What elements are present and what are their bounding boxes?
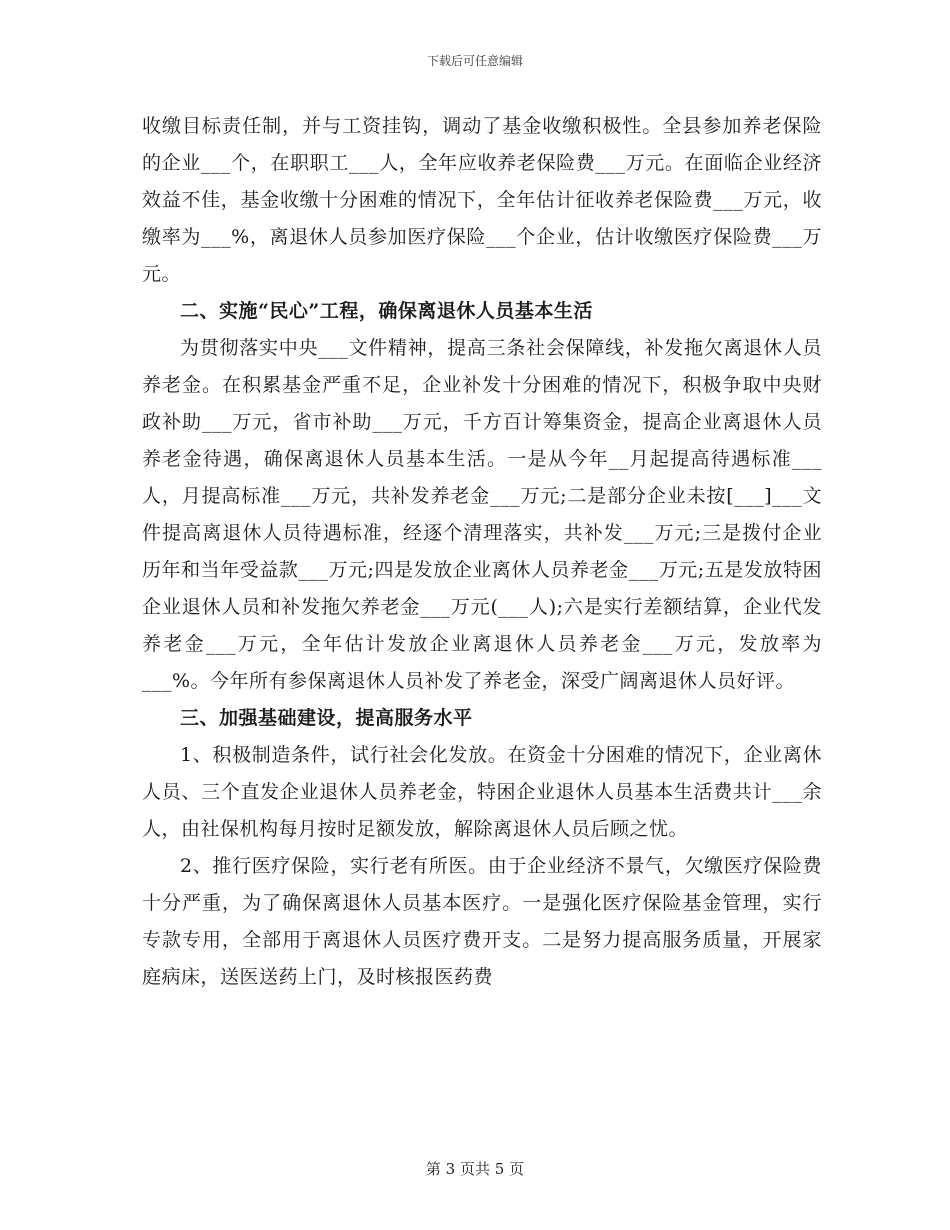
paragraph-section-2: 为贯彻落实中央___文件精神，提高三条社会保障线，补发拖欠离退休人员养老金。在积累基金严重不足，企业补发十分困难的情况下，积极争取中央财政补助___万元，省市补助___万元，千方百计筹集资金，提高企业离退休人员养老金待遇，确保离退休人员基本生活。一是从今年__月起提高待遇标准___人，月提高标准___万元，共补发养老金___万元;二是部分企业未按[___]___文件提高离退休人员待遇标准，经逐个清理落实，共补发___万元;三是拨付企业历年和当年受益款___万元;四是发放企业离休人员养老金___万元;五是发放特困企业退休人员和补发拖欠养老金___万元(___人);六是实行差额结算，企业代发养老金___万元，全年估计发放企业离退休人员养老金___万元，发放率为___%。今年所有参保离退休人员补发了养老金，深受广阔离退休人员好评。 [142,337,822,692]
page-footer: 第 3 页共 5 页 [425,1160,525,1178]
paragraph-continuation: 收缴目标责任制，并与工资挂钩，调动了基金收缴积极性。全县参加养老保险的企业___个，在职职工___人，全年应收养老保险费___万元。在面临企业经济效益不佳，基金收缴十分困难的情况下，全年估计征收养老保险费___万元，收缴率为___%，离退休人员参加医疗保险___个企业，估计收缴医疗保险费___万元。 [142,115,822,285]
paragraph-item-2: 2、推行医疗保险，实行老有所医。由于企业经济不景气，欠缴医疗保险费十分严重，为了确保离退休人员基本医疗。一是强化医疗保险基金管理，实行专款专用，全部用于离退休人员医疗费开支。二是努力提高服务质量，开展家庭病床，送医送药上门，及时核报医药费 [142,855,822,988]
document-body [142,108,822,996]
section-heading-2: 二、实施“民心”工程，确保离退休人员基本生活 [180,300,593,322]
paragraph-item-1: 1、积极制造条件，试行社会化发放。在资金十分困难的情况下，企业离休人员、三个直发企业退休人员养老金，特困企业退休人员基本生活费共计___余人，由社保机构每月按时足额发放，解除离退休人员后顾之忧。 [142,744,822,840]
page-header: 下载后可任意编辑 [426,54,523,68]
section-heading-3: 三、加强基础建设，提高服务水平 [180,707,473,729]
